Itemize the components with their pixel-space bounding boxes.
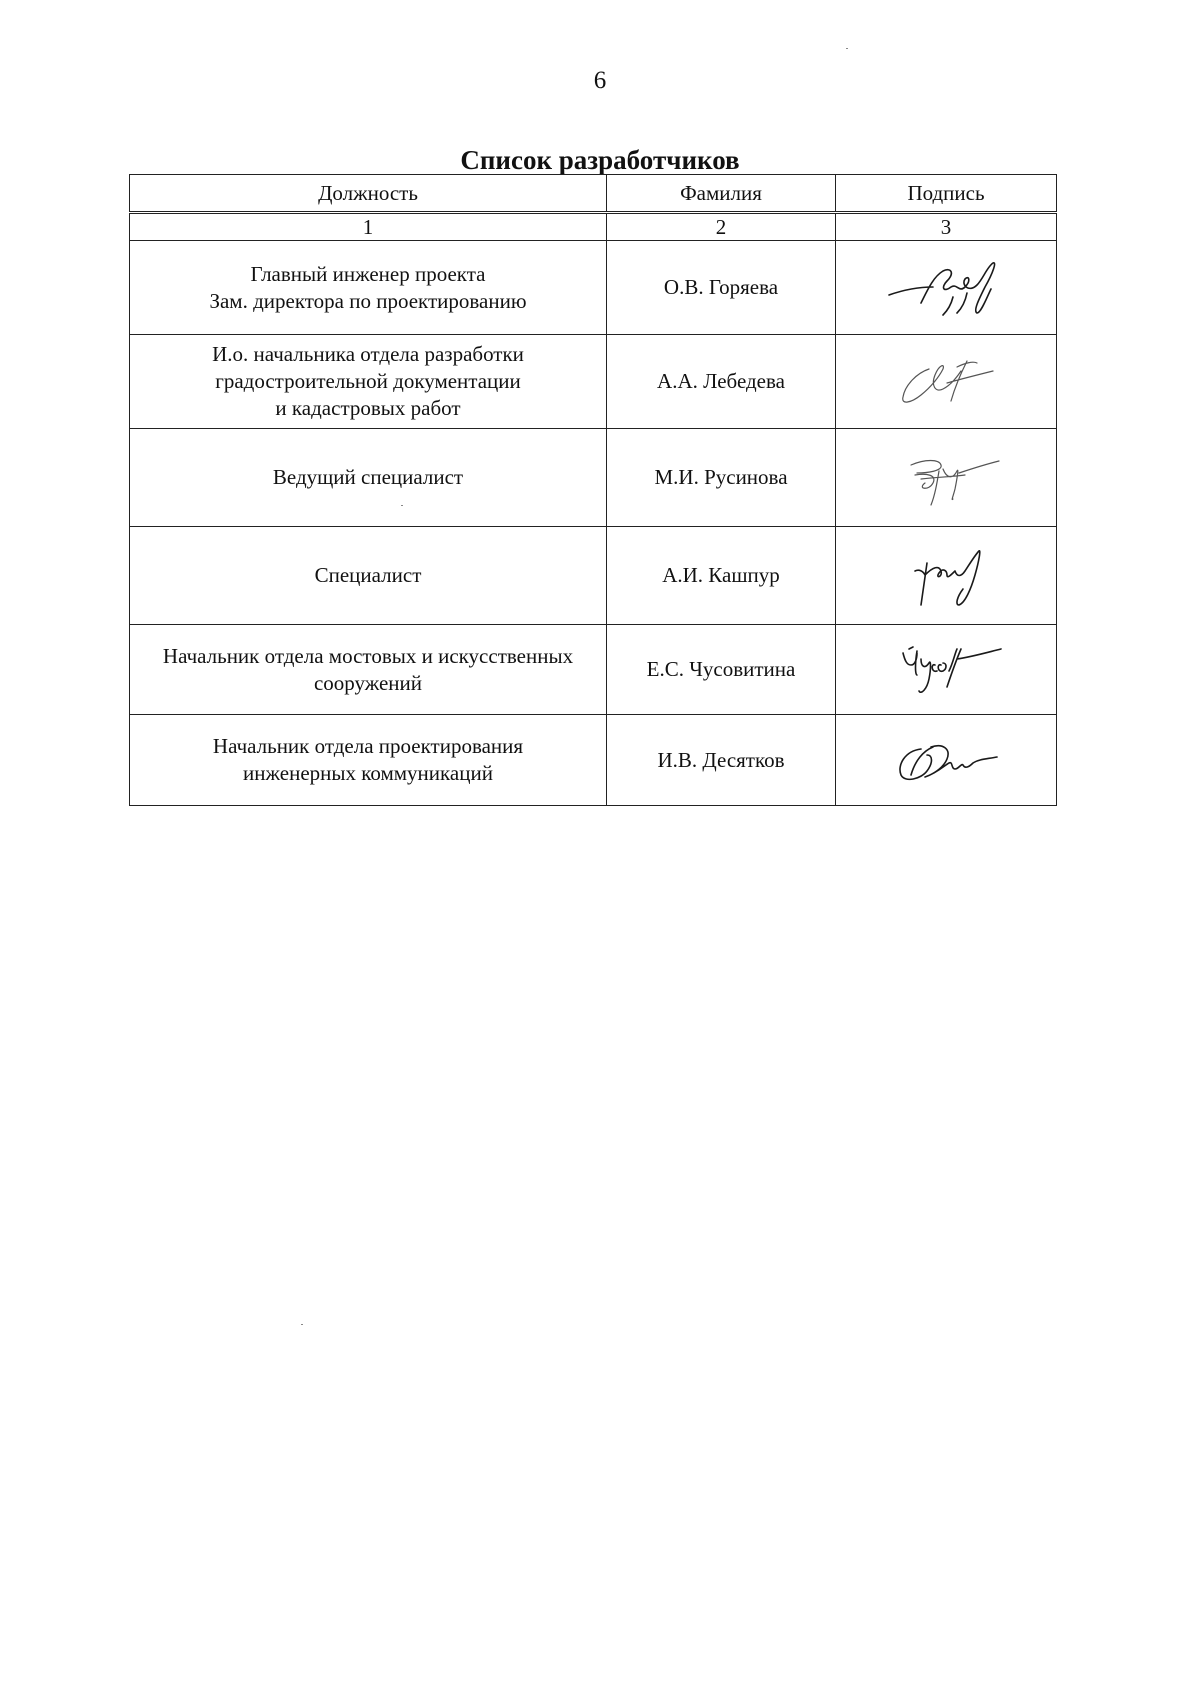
surname-cell: Е.С. Чусовитина [607,625,836,715]
position-line: Начальник отдела мостовых и искусственных [162,643,574,668]
column-number: 3 [836,213,1057,241]
signature-goryaeva [881,253,1011,323]
column-header-surname: Фамилия [607,175,836,213]
column-number: 2 [607,213,836,241]
position-line: градостроительной документации [215,369,521,393]
position-cell [130,625,607,715]
column-number: 1 [130,213,607,241]
position-line: и кадастровых работ [275,396,461,420]
surname-cell: А.И. Кашпур [607,527,836,625]
table-row [130,429,1057,527]
developers-table [129,174,1057,806]
table-row [130,715,1057,806]
position-cell [130,715,607,806]
position-line: Главный инженер проекта [250,261,486,286]
table-row [130,625,1057,715]
position-line: Зам. директора по проектированию [209,288,527,313]
signature-lebedeva [881,347,1011,417]
signature-cell [836,527,1057,625]
signature-kashpur [881,541,1011,611]
surname-cell: М.И. Русинова [607,429,836,527]
position-line: Ведущий специалист [272,465,464,489]
signature-desyatkov [881,725,1011,795]
scan-speck [401,505,403,506]
position-line: Начальник отдела проектирования [212,734,524,758]
surname-cell: И.В. Десятков [607,715,836,806]
signature-cell [836,335,1057,429]
page-number: 6 [593,67,607,94]
column-header-position: Должность [130,175,607,213]
column-header-signature: Подпись [836,175,1057,213]
surname-cell: А.А. Лебедева [607,335,836,429]
table-row [130,241,1057,335]
position-cell [130,527,607,625]
position-cell [130,335,607,429]
position-line: И.о. начальника отдела разработки [212,342,524,366]
surname-cell: О.В. Горяева [607,241,836,335]
signature-chusovitina [881,635,1011,705]
table-row [130,527,1057,625]
signature-cell [836,715,1057,806]
position-line: инженерных коммуникаций [243,761,493,785]
signature-rusinova [881,443,1011,513]
scan-speck [301,1324,303,1325]
column-number-row [130,213,1057,241]
position-cell [130,429,607,527]
signature-cell [836,241,1057,335]
position-line: Специалист [314,563,422,587]
table-header-row [130,175,1057,213]
signature-cell [836,429,1057,527]
signature-cell [836,625,1057,715]
scan-speck [846,48,848,49]
position-cell [130,241,607,335]
table-row [130,335,1057,429]
position-line: сооружений [313,670,423,695]
document-title: Список разработчиков [460,145,740,175]
